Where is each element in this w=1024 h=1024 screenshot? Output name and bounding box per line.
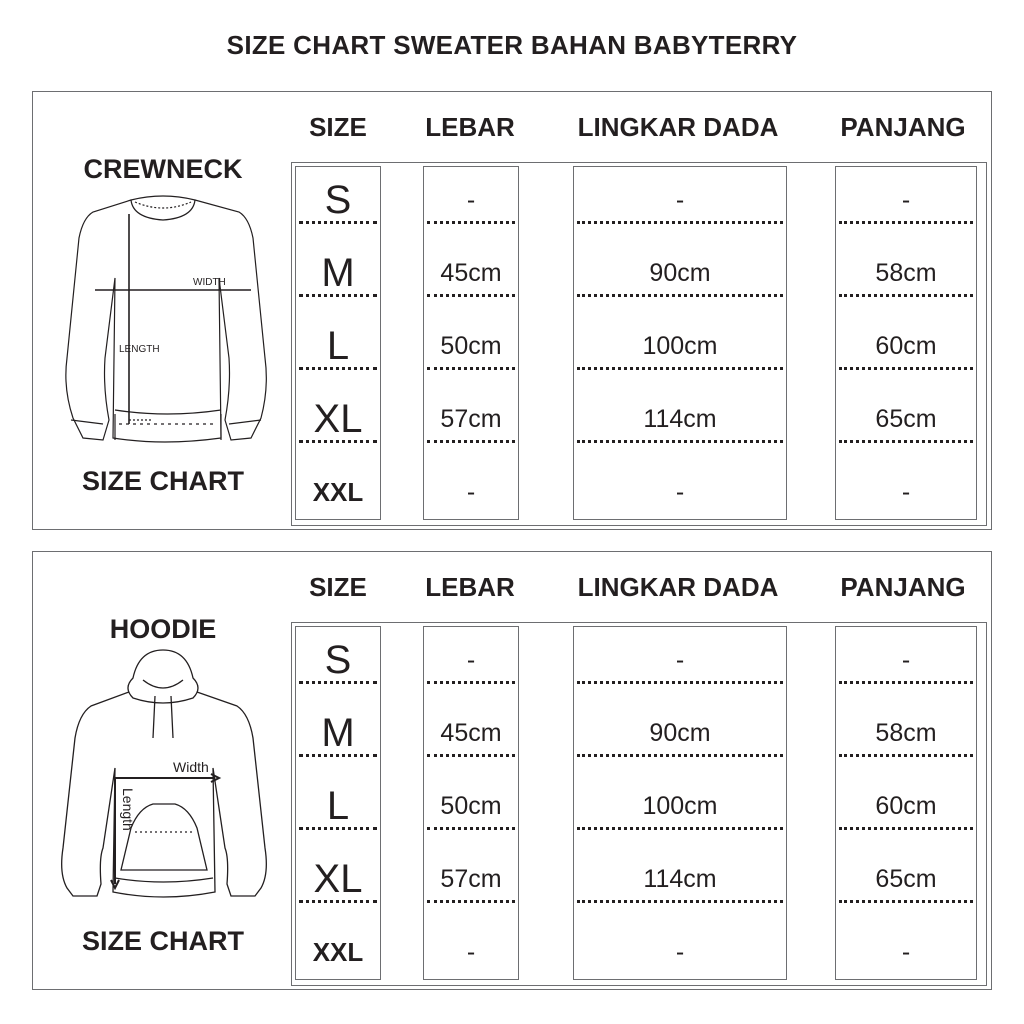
header-lebar: LEBAR [425,112,515,142]
dotted-separator [839,440,973,443]
panjang-cell: 58cm [875,259,937,287]
header-panjang: PANJANG [840,572,966,602]
panjang-cell: 58cm [875,719,937,747]
header-panjang: PANJANG [840,112,966,142]
hoodie-panel [32,551,992,990]
length-label: Length [120,788,136,831]
lebar-cell: 57cm [440,865,502,893]
lingkar-cell: 90cm [649,719,711,747]
dotted-separator [839,900,973,903]
dotted-separator [839,827,973,830]
panjang-cell: 65cm [875,865,937,893]
dotted-separator [839,367,973,370]
lingkar-cell: 90cm [649,259,711,287]
hoodie-icon [43,648,283,918]
dotted-separator [299,440,377,443]
dotted-separator [577,221,783,224]
dotted-separator [427,827,515,830]
dotted-separator [839,221,973,224]
lebar-cell: - [466,646,476,674]
width-label: Width [173,759,209,775]
crewneck-sweater-icon [43,188,283,458]
panjang-cell: 60cm [875,792,937,820]
dotted-separator [577,294,783,297]
dotted-separator [299,221,377,224]
panjang-cell: 65cm [875,405,937,433]
dotted-separator [577,900,783,903]
garment-name: CREWNECK [83,154,243,184]
dotted-separator [427,900,515,903]
dotted-separator [427,294,515,297]
length-label: LENGTH [119,344,160,355]
lingkar-cell: 114cm [643,405,717,433]
size-chart-label: SIZE CHART [82,466,244,496]
size-cell: XL [313,857,363,901]
dotted-separator [577,827,783,830]
dotted-separator [577,754,783,757]
size-cell: S [324,178,352,222]
panjang-cell: 60cm [875,332,937,360]
dotted-separator [299,754,377,757]
header-lingkar-dada: LINGKAR DADA [577,572,779,602]
width-label: WIDTH [193,277,226,288]
dotted-separator [427,367,515,370]
dotted-separator [299,827,377,830]
lingkar-cell: - [675,478,685,506]
header-size: SIZE [309,572,367,602]
panjang-cell: - [901,478,911,506]
dotted-separator [577,367,783,370]
lingkar-cell: - [675,938,685,966]
panjang-cell: - [901,938,911,966]
header-size: SIZE [309,112,367,142]
size-cell: L [326,324,350,368]
size-cell: M [321,251,355,295]
lingkar-cell: - [675,186,685,214]
dotted-separator [299,294,377,297]
panjang-cell: - [901,186,911,214]
dotted-separator [577,681,783,684]
size-cell: XXL [312,477,364,507]
lebar-cell: 50cm [440,332,502,360]
lingkar-cell: 100cm [642,332,718,360]
size-chart-label: SIZE CHART [82,926,244,956]
size-cell: L [326,784,350,828]
header-lebar: LEBAR [425,572,515,602]
header-lingkar-dada: LINGKAR DADA [577,112,779,142]
dotted-separator [577,440,783,443]
dotted-separator [427,221,515,224]
size-cell: XL [313,397,363,441]
panjang-cell: - [901,646,911,674]
lingkar-cell: 114cm [643,865,717,893]
lebar-cell: 45cm [440,259,502,287]
lebar-cell: 50cm [440,792,502,820]
lingkar-cell: 100cm [642,792,718,820]
lingkar-cell: - [675,646,685,674]
lebar-cell: - [466,478,476,506]
dotted-separator [839,294,973,297]
page-title: SIZE CHART SWEATER BAHAN BABYTERRY [226,30,798,60]
dotted-separator [839,681,973,684]
size-cell: XXL [312,937,364,967]
dotted-separator [299,367,377,370]
dotted-separator [427,681,515,684]
dotted-separator [427,754,515,757]
dotted-separator [839,754,973,757]
dotted-separator [427,440,515,443]
garment-name: HOODIE [109,614,217,644]
size-cell: S [324,638,352,682]
size-cell: M [321,711,355,755]
lebar-cell: 45cm [440,719,502,747]
lebar-cell: 57cm [440,405,502,433]
lebar-cell: - [466,186,476,214]
dotted-separator [299,900,377,903]
dotted-separator [299,681,377,684]
crewneck-panel [32,91,992,530]
lebar-cell: - [466,938,476,966]
